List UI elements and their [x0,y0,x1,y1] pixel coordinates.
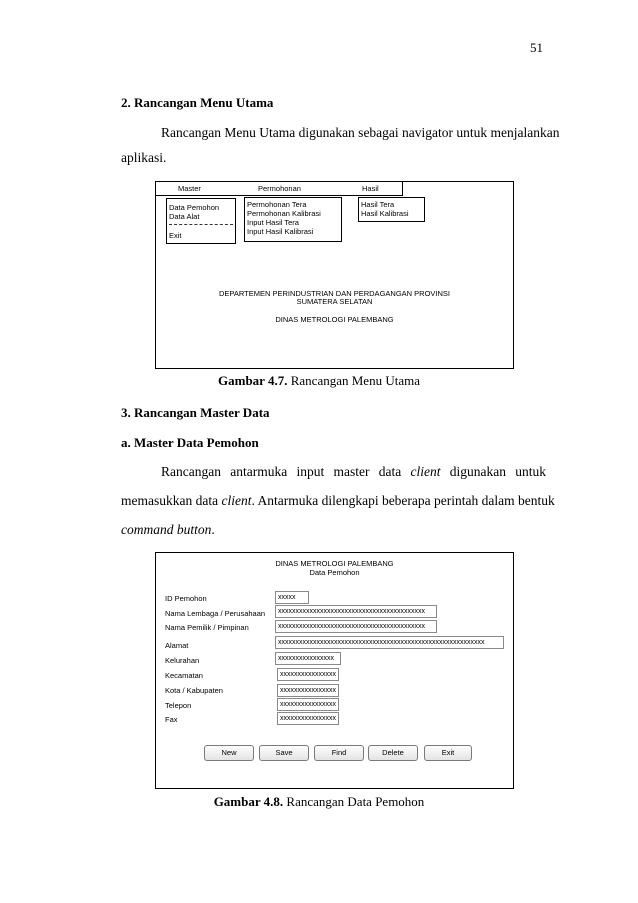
kelurahan-input[interactable]: xxxxxxxxxxxxxxxx [275,652,341,665]
fax-input[interactable]: xxxxxxxxxxxxxxxx [277,712,339,725]
menu-item-input-hasil-kalibrasi[interactable]: Input Hasil Kalibrasi [247,227,314,236]
field-label-id-pemohon: ID Pemohon [165,594,207,603]
paragraph-line: memasukkan data client. Antarmuka dilengkapi beberapa perintah dalam bentuk [121,493,555,508]
menu-separator [169,224,233,225]
field-label-kelurahan: Kelurahan [165,656,200,665]
alamat-input[interactable]: xxxxxxxxxxxxxxxxxxxxxxxxxxxxxxxxxxxxxxxxxxxxxxxxxxxxxxxxxxx [275,636,504,649]
nama-pemilik-input[interactable]: xxxxxxxxxxxxxxxxxxxxxxxxxxxxxxxxxxxxxxxxxx [275,620,437,633]
kecamatan-input[interactable]: xxxxxxxxxxxxxxxx [277,668,339,681]
id-pemohon-input[interactable]: xxxxx [275,591,309,604]
menu-item-permohonan-kalibrasi[interactable]: Permohonan Kalibrasi [247,209,321,218]
menu-item-exit[interactable]: Exit [169,231,182,240]
telepon-input[interactable]: xxxxxxxxxxxxxxxx [277,698,339,711]
paragraph-line: Rancangan antarmuka input master data client digunakan untuk [161,464,546,479]
figure-caption: Gambar 4.8. Rancangan Data Pemohon [213,794,425,809]
paragraph-line: command button. [121,522,215,537]
kota-input[interactable]: xxxxxxxxxxxxxxxx [277,684,339,697]
menu-master[interactable]: Master [178,184,201,193]
field-label-telepon: Telepon [165,701,192,710]
figure-caption: Gambar 4.7. Rancangan Menu Utama [218,373,420,388]
paragraph-line: Rancangan Menu Utama digunakan sebagai navigator untuk menjalankan [161,125,560,140]
delete-button[interactable]: Delete [368,745,418,761]
field-label-alamat: Alamat [165,641,189,650]
menu-item-hasil-tera[interactable]: Hasil Tera [361,200,395,209]
save-button[interactable]: Save [259,745,309,761]
section-heading: 2. Rancangan Menu Utama [121,95,274,110]
center-title-line3: DINAS METROLOGI PALEMBANG [275,315,394,324]
field-label-kota: Kota / Kabupaten [165,686,223,695]
field-label-nama-lembaga: Nama Lembaga / Perusahaan [165,609,266,618]
new-button[interactable]: New [204,745,254,761]
field-label-fax: Fax [165,715,178,724]
field-label-nama-pemilik: Nama Pemilik / Pimpinan [165,623,249,632]
menu-item-data-pemohon[interactable]: Data Pemohon [169,203,220,212]
section-heading: 3. Rancangan Master Data [121,405,270,420]
menu-item-data-alat[interactable]: Data Alat [169,212,200,221]
menu-item-input-hasil-tera[interactable]: Input Hasil Tera [247,218,299,227]
find-button[interactable]: Find [314,745,364,761]
menu-item-permohonan-tera[interactable]: Permohonan Tera [247,200,307,209]
nama-lembaga-input[interactable]: xxxxxxxxxxxxxxxxxxxxxxxxxxxxxxxxxxxxxxxxxx [275,605,437,618]
form-title: DINAS METROLOGI PALEMBANG [275,559,394,568]
paragraph-line: aplikasi. [121,150,167,165]
page-number: 51 [530,40,543,55]
subsection-heading: a. Master Data Pemohon [121,435,259,450]
menu-permohonan[interactable]: Permohonan [258,184,301,193]
center-title-line2: SUMATERA SELATAN [296,297,373,306]
center-title-line1: DEPARTEMEN PERINDUSTRIAN DAN PERDAGANGAN PROVINSI [218,289,450,298]
menu-hasil[interactable]: Hasil [362,184,379,193]
exit-button[interactable]: Exit [424,745,472,761]
field-label-kecamatan: Kecamatan [165,671,203,680]
menu-item-hasil-kalibrasi[interactable]: Hasil Kalibrasi [361,209,409,218]
form-subtitle: Data Pemohon [309,568,360,577]
